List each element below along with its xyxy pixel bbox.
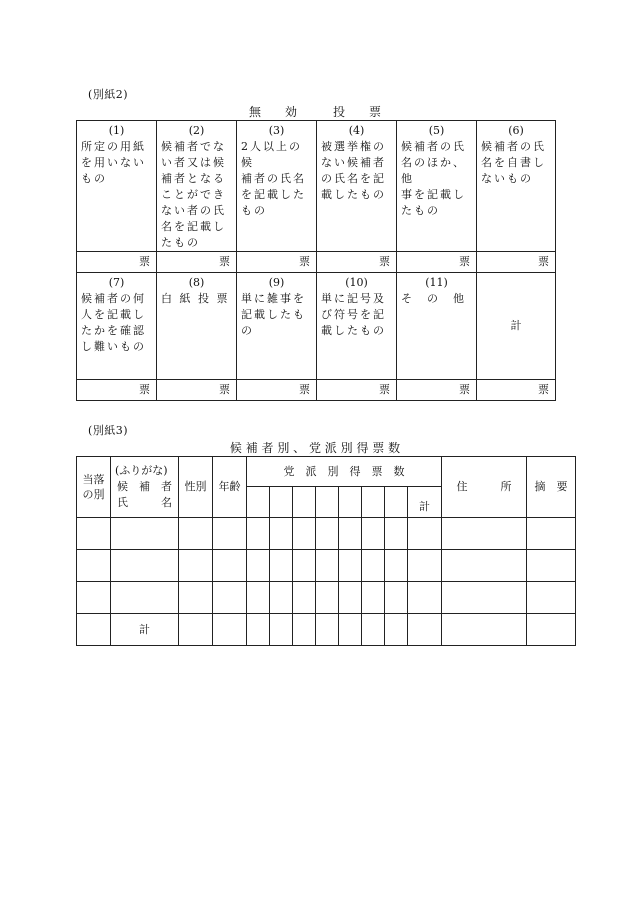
invalid-type-3: (3) 2人以上の候 補者の氏名 を記載した もの <box>237 121 317 252</box>
header-candidate-name <box>111 457 179 518</box>
party-col <box>247 487 270 518</box>
invalid-type-7: (7) 候補者の何 人を記載し たかを確認 し難いもの <box>77 273 157 380</box>
vote-count-cell: 票 <box>237 380 317 401</box>
party-col <box>270 487 293 518</box>
header-furigana: (ふりがな) <box>115 464 168 477</box>
sheet2-title: 無 効 投 票 <box>248 105 381 119</box>
invalid-type-6: (6) 候補者の氏 名を自書し ないもの <box>477 121 556 252</box>
party-col <box>293 487 316 518</box>
invalid-type-9: (9) 単に雑事を 記載したも の <box>237 273 317 380</box>
vote-count-cell: 票 <box>317 252 397 273</box>
party-col <box>339 487 362 518</box>
header-age: 年齢 <box>213 457 247 518</box>
header-gender: 性別 <box>179 457 213 518</box>
header-address: 住 所 <box>442 457 527 518</box>
header-party-total: 計 <box>408 487 442 518</box>
sheet2-label: (別紙2) <box>88 88 129 101</box>
header-notes: 摘 要 <box>527 457 576 518</box>
vote-count-cell: 票 <box>77 252 157 273</box>
invalid-type-1: (1) 所定の用紙 を用いない もの <box>77 121 157 252</box>
invalid-type-10: (10) 単に記号及 び符号を記 載したもの <box>317 273 397 380</box>
candidate-total-label: 計 <box>111 614 179 646</box>
party-col <box>362 487 385 518</box>
table-row <box>77 582 576 614</box>
sheet3-title: 候 補 者 別 、 党 派 別 得 票 数 <box>229 441 401 455</box>
vote-count-cell: 票 <box>77 380 157 401</box>
vote-count-cell: 票 <box>237 252 317 273</box>
total-row <box>77 614 576 646</box>
table-row <box>77 518 576 550</box>
invalid-type-8: (8) 白 紙 投 票 <box>157 273 237 380</box>
vote-count-cell: 票 <box>157 252 237 273</box>
header-name-line2: 氏 名 <box>117 496 172 509</box>
invalid-type-11: (11) そ の 他 <box>397 273 477 380</box>
vote-count-cell: 票 <box>317 380 397 401</box>
header-party-votes: 党 派 別 得 票 数 <box>247 457 442 487</box>
candidate-votes-table <box>76 456 576 646</box>
vote-count-cell: 票 <box>477 252 556 273</box>
party-col <box>385 487 408 518</box>
header-district: 当落 の別 <box>77 457 111 518</box>
header-name-line1: 候 補 者 <box>117 480 172 493</box>
party-col <box>316 487 339 518</box>
invalid-type-2: (2) 候補者でな い者又は候 補者となる ことができ ない者の氏 名を記載し たもの <box>157 121 237 252</box>
invalid-votes-table <box>76 120 556 401</box>
sheet3-label: (別紙3) <box>88 424 129 437</box>
invalid-total-label: 計 <box>477 273 556 380</box>
invalid-type-5: (5) 候補者の氏 名のほか、他 事を記載し たもの <box>397 121 477 252</box>
vote-count-cell: 票 <box>477 380 556 401</box>
vote-count-cell: 票 <box>157 380 237 401</box>
invalid-type-4: (4) 被選挙権の ない候補者 の氏名を記 載したもの <box>317 121 397 252</box>
vote-count-cell: 票 <box>397 252 477 273</box>
vote-count-cell: 票 <box>397 380 477 401</box>
table-row <box>77 550 576 582</box>
